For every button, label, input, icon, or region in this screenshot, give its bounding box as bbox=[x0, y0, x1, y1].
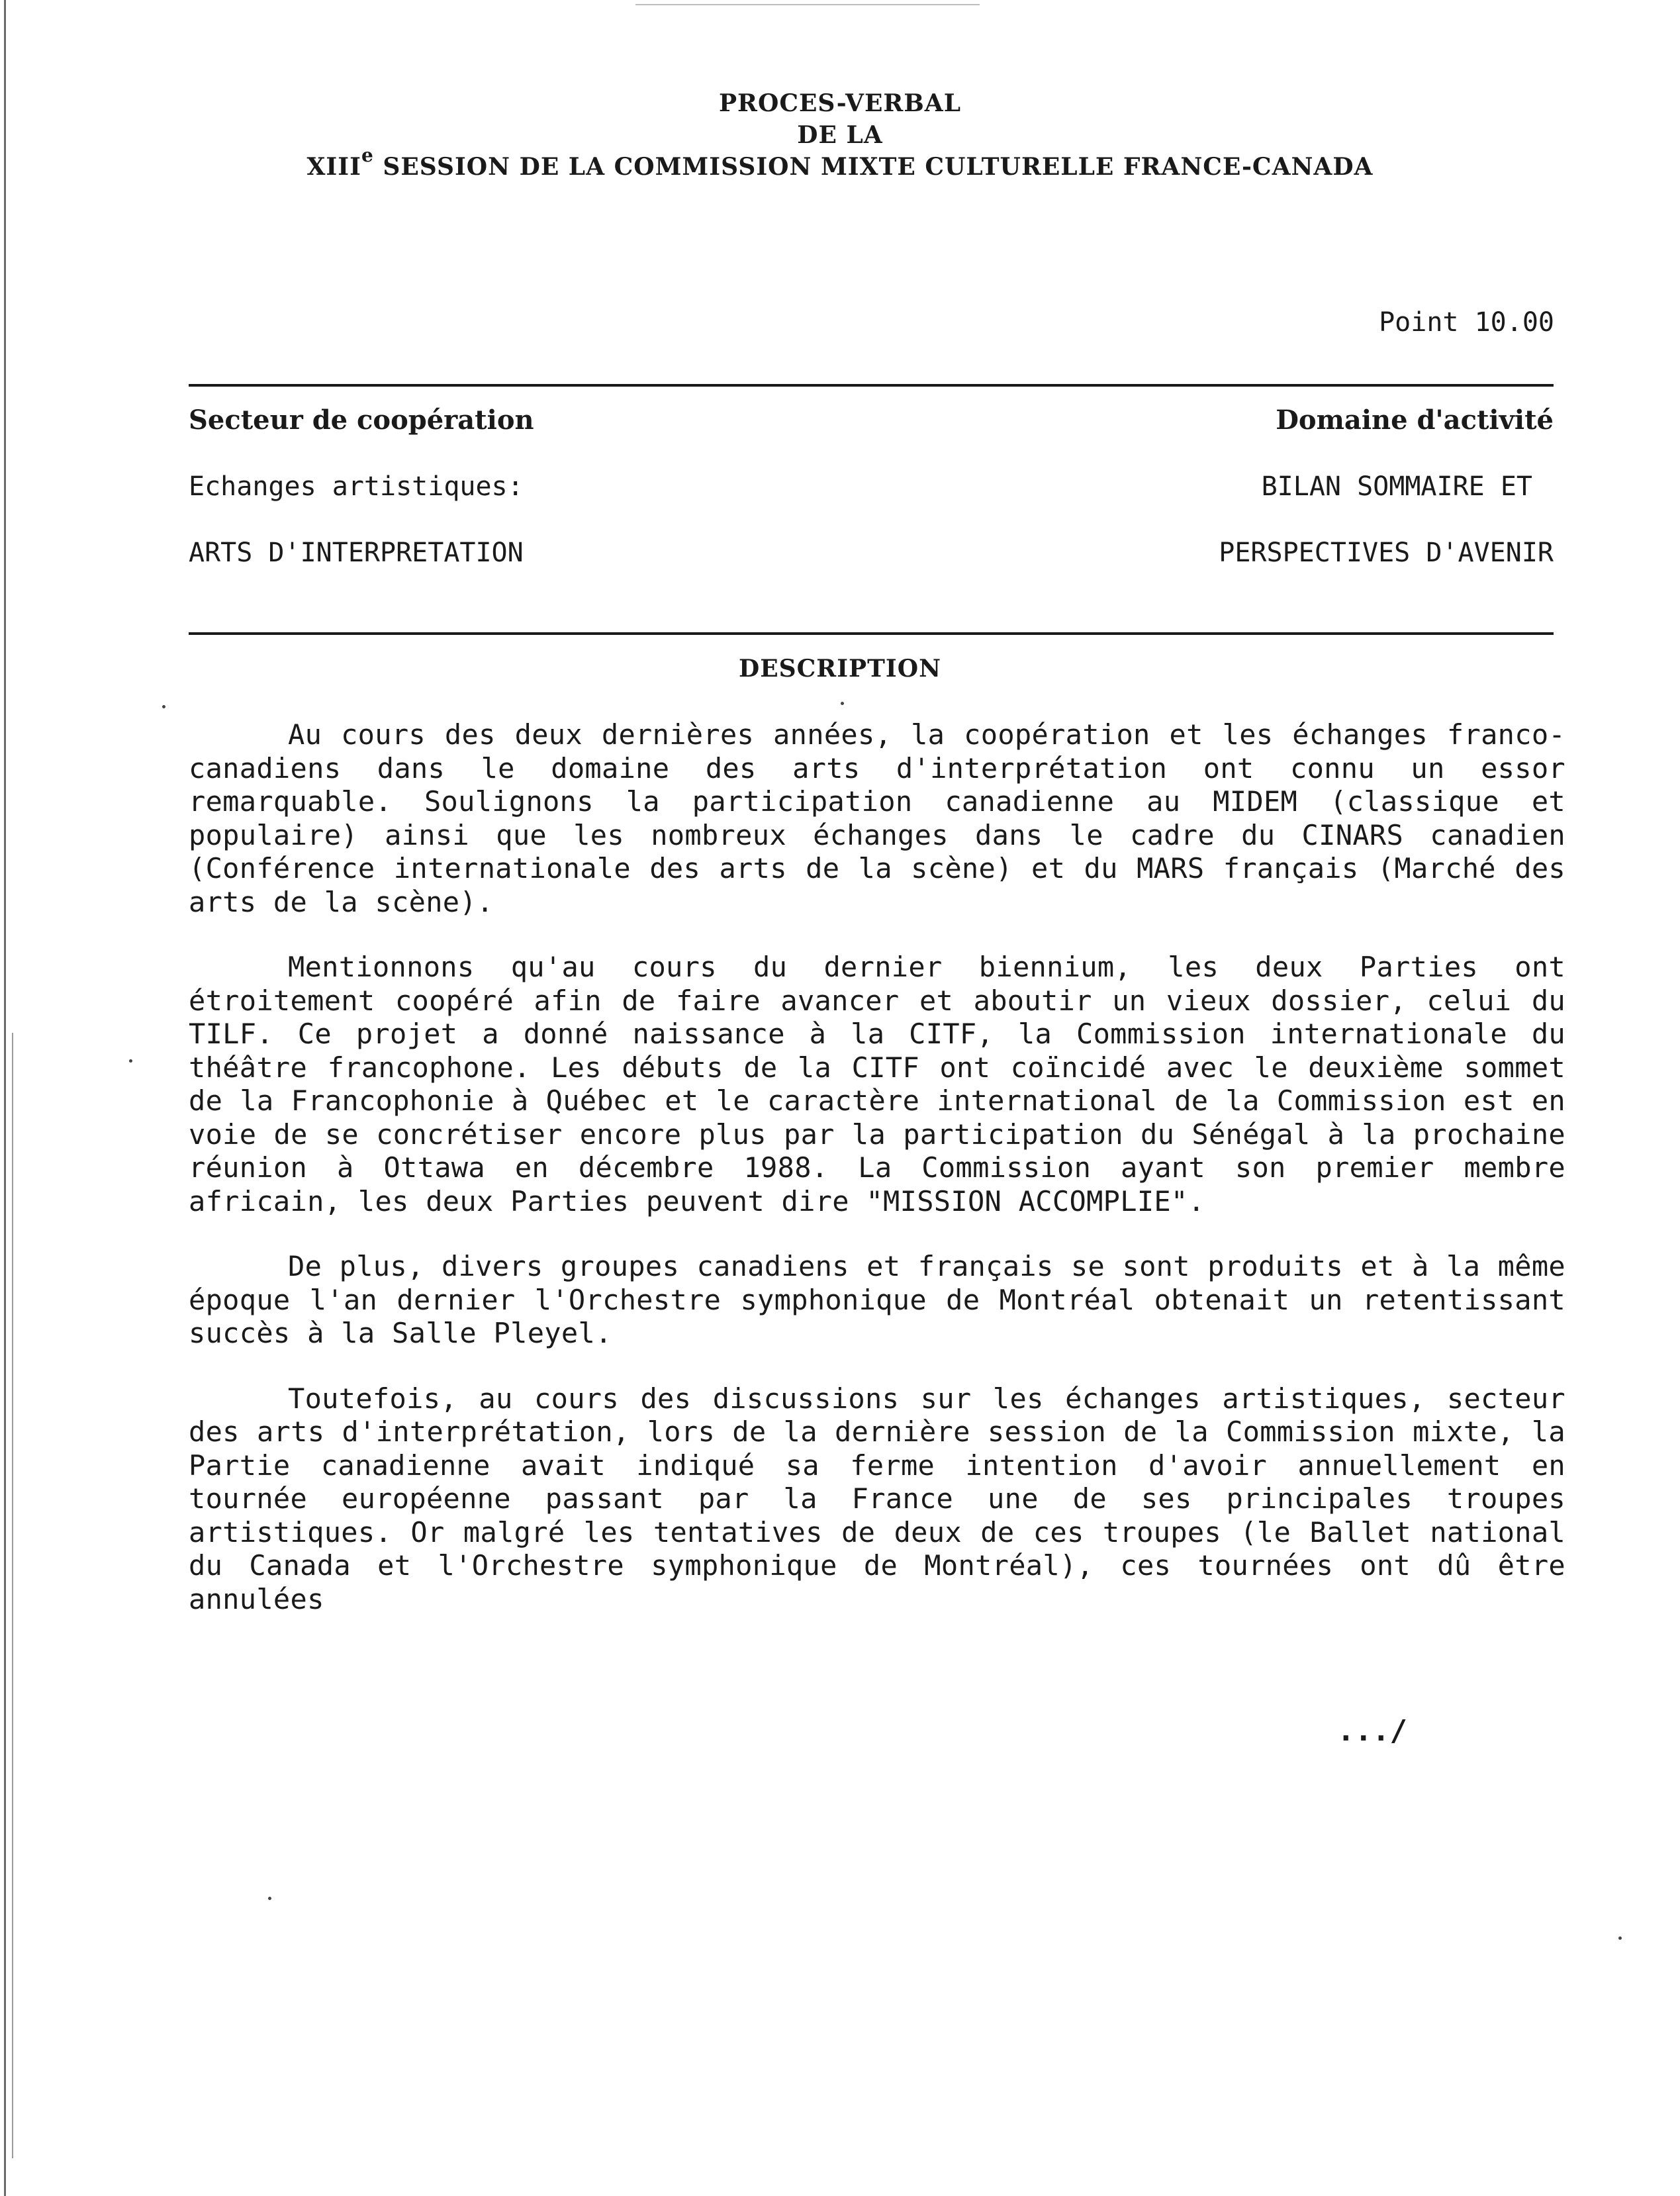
scan-speck bbox=[268, 1897, 271, 1900]
scan-top-artifact bbox=[635, 4, 980, 5]
domain-value-1: BILAN SOMMAIRE ET bbox=[1261, 471, 1532, 502]
domain-heading: Domaine d'activité bbox=[1276, 405, 1554, 436]
title-line-1: PROCES-VERBAL bbox=[718, 89, 962, 117]
scan-edge-line bbox=[4, 0, 6, 2196]
paragraph: Mentionnons qu'au cours du dernier biennium, les deux Parties ont étroitement coopéré afin de faire avancer et aboutir un vieux dossier, celui du TILF. Ce projet a donné naissance à la CITF, la Commission internationale du théâtre francophone. Les débuts de la CITF ont coïncidé avec le deuxième sommet de la Francophonie à Québec et le caractère international de la Commission est en voie de se concrétiser encore plus par la participation du Sénégal à la prochaine réunion à Ottawa en décembre 1988. La Commission ayant son premier membre africain, les deux Parties peuvent dire "MISSION ACCOMPLIE". bbox=[189, 951, 1565, 1217]
description-heading: DESCRIPTION bbox=[738, 655, 942, 683]
scan-speck bbox=[129, 1059, 132, 1063]
paragraph: Toutefois, au cours des discussions sur les échanges artistiques, secteur des arts d'interprétation, lors de la dernière session de la Commission mixte, la Partie canadienne avait indiqué sa ferme intention d'avoir annuellement en tournée européenne passant par la France une de ses principales troupes artistiques. Or malgré les tentatives de deux de ces troupes (le Ballet national du Canada et l'Orchestre symphonique de Montréal), ces tournées ont dû être annulées bbox=[189, 1382, 1565, 1615]
description-body bbox=[189, 718, 1565, 1648]
title-line-3 bbox=[0, 144, 1680, 185]
top-divider bbox=[189, 384, 1554, 387]
sector-value-2: ARTS D'INTERPRETATION bbox=[189, 538, 524, 568]
session-number: XIII bbox=[306, 153, 361, 181]
point-reference: Point 10.00 bbox=[1379, 307, 1554, 338]
domain-value-2: PERSPECTIVES D'AVENIR bbox=[1219, 538, 1554, 568]
paragraph: De plus, divers groupes canadiens et français se sont produits et à la même époque l'an dernier l'Orchestre symphonique de Montréal obtenait un retentissant succès à la Salle Pleyel. bbox=[189, 1250, 1565, 1349]
sector-value-1: Echanges artistiques: bbox=[189, 471, 524, 502]
paragraph: Au cours des deux dernières années, la coopération et les échanges franco-canadiens dans le domaine des arts d'interprétation ont connu un essor remarquable. Soulignons la participation canadienne au MIDEM (classique et populaire) ainsi que les nombreux échanges dans le cadre du CINARS canadien (Conférence internationale des arts de la scène) et du MARS français (Marché des arts de la scène). bbox=[189, 718, 1565, 918]
continuation-mark: .../ bbox=[1337, 1714, 1407, 1748]
scan-speck bbox=[1618, 1936, 1622, 1940]
session-superscript: e bbox=[361, 144, 374, 166]
document-title bbox=[0, 87, 1680, 185]
sector-heading: Secteur de coopération bbox=[189, 405, 534, 436]
title-line-2: DE LA bbox=[797, 121, 883, 149]
scan-edge-line-secondary bbox=[12, 1033, 13, 2158]
scan-speck bbox=[162, 705, 165, 708]
bottom-divider bbox=[189, 632, 1554, 635]
session-title: SESSION DE LA COMMISSION MIXTE CULTURELLE FRANCE-CANADA bbox=[373, 153, 1374, 181]
scan-speck bbox=[841, 702, 844, 705]
